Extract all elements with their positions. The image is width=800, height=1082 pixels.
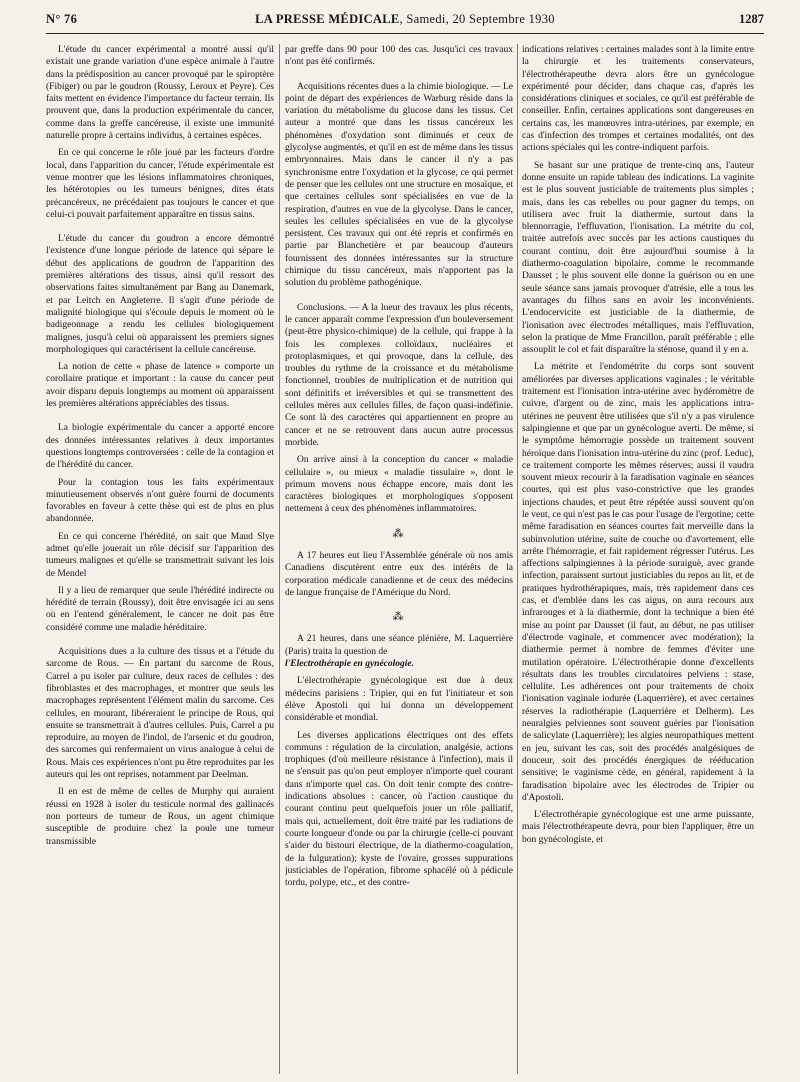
journal-title: LA PRESSE MÉDICALE: [255, 12, 400, 26]
column-divider: [517, 44, 518, 1074]
page-header: [46, 8, 764, 34]
paragraph: A 17 heures eut lieu l'Assemblée générale où nos amis Canadiens discutèrent entre eux des intérêts de la corporation médicale canadienne et de ceux des médecins de langue française de l'Amérique du Nord.: [285, 550, 513, 598]
masthead: [46, 12, 764, 27]
paragraph: Se basant sur une pratique de trente-cinq ans, l'auteur donne ensuite un rapide tableau des indications. La vaginite est le plus souvent justiciable de traitements plus simples ; mais, dans les cas rebelles ou pour gagner du temps, on utilisera avec fruit la diathermie, surtout dans la blennorragie, l'effluvation, l'ionisation. La métrite du col, traitée autrefois avec succès par les actions caustiques du courant continu, doit être aujourd'hui soumise à la diathermo-coagulation bipolaire, comme le recommande Dausset ; le plus souvent elle donne la guérison ou en une seule séance sans jamais provoquer d'atrésie, elle a tous les avantages du filhos sans en avoir les inconvénients. L'endocervicite est justiciable de la diathermie, de l'ionisation avec électrodes métalliques, mais l'effluvation, selon la pratique de Mme Francillon, paraît préférable ; elle assouplit le col et fait disparaître la sténose, quand il y en a.: [522, 160, 754, 356]
paragraph: La biologie expérimentale du cancer a apporté encore des données intéressantes relatives à deux importantes questions longtemps controversées : celle de la contagion et de l'hérédité du cancer.: [46, 423, 274, 471]
lecture-title: l'Electrothérapie en gynécologie.: [285, 659, 415, 670]
paragraph: Pour la contagion tous les faits expérimentaux minutieusement observés n'ont guère fourni de documents favorables en faveur à cette thèse qui est de plus en plus abandonnée.: [46, 477, 274, 525]
section-paragraph: Acquisitions récentes dues a la chimie biologique. — Le point de départ des expériences de Warburg réside dans la variation du métabolisme du glucose dans les tissus. Cet auteur a montré que dans les tissus cancéreux les phénomènes d'oxydation sont diminués et ceux de glycolyse augmentés, et qu'il en est de même dans les tissus embryonnaires. Mais dans le cancer il n'y a pas synchronisme entre l'oxydation et la glycose, ce qui permet de penser que les cellules ont une structure en mosaïque, et que certaines cellules sont spécialisées en vue de la respiration, d'autres en vue de la glycolyse. Dans le cancer, seules les cellules spécialisées en vue de la glycolyse persistent. Ces travaux qui ont été repris et confirmés en partie par Blanchetière et par beaucoup d'auteurs fournissent des données intéressantes sur la structure chimique du tissu cancéreux, mais n'apportent pas la solution du problème pathogénique.: [285, 81, 513, 289]
paragraph: Il y a lieu de remarquer que seule l'hérédité indirecte ou hérédité de terrain (Roussy), doit être envisagée ici au sens où en l'entend généralement, le cancer ne doit pas être considéré comme une maladie héréditaire.: [46, 585, 274, 633]
paragraph: On arrive ainsi à la conception du cancer « maladie cellulaire », ou mieux « maladie tissulaire », dont le primum movens nous échappe encore, mais dont les caractères biologiques et morphologiques s'opposent nettement à ceux des phénomènes inflammatoires.: [285, 455, 513, 515]
paragraph: L'électrothérapie gynécologique est une arme puissante, mais l'électrothérapeute devra, pour bien l'appliquer, être un bon gynécologiste, et: [522, 810, 754, 845]
section-paragraph: Acquisitions dues a la culture des tissus et a l'étude du sarcome de Rous. — En partant du sarcome de Rous, Carrel a pu isoler par culture, deux races de cellules : des fibroblastes et des macrophages, et montrer que seuls les macrophages représentent l'élément malin du sarcome. Ces cellules, en mourant, libéreraient le principe de Rous, qui ensuite se transmettrait à d'autres cellules. Puis, Carrel a pu reproduire, au moyen de l'indol, de l'arsenic et du goudron, des sarcomes qui renfermaient un virus analogue à celui de Rous. Mais ces expériences n'ont pu être reproduites par les auteurs qui les ont reprises, notamment par Deelman.: [46, 647, 274, 781]
header-rule: [46, 33, 764, 34]
text-column-3: [522, 44, 754, 1074]
text-column-1: [46, 44, 274, 1074]
issue-date: , Samedi, 20 Septembre 1930: [399, 12, 555, 26]
section-separator: ⁂: [392, 611, 406, 624]
paragraph: par greffe dans 90 pour 100 des cas. Jusqu'ici ces travaux n'ont pas été confirmés.: [285, 45, 513, 68]
section-separator: ⁂: [392, 527, 406, 540]
paragraph: L'étude du cancer du goudron a encore démontré l'existence d'une longue période de latence qui sépare le début des applications de goudron de l'apparition des premières altérations des tissus, ainsi qu'il ressort des observations faites simultanément par Bang au Danemark, et par Leitch en Angleterre. Il s'agit d'une période de malignité biologique qui s'écoule depuis le moment où le badigeonnage a rendu les cellules biologiquement malignes, jusqu'à celui où apparaissent les premiers signes morphologiques qui caractérisent la cellule cancéreuse.: [46, 234, 274, 355]
paragraph: La notion de cette « phase de latence » comporte un corollaire pratique et important : la cause du cancer peut avoir disparu depuis longtemps au moment où apparaissent les premières altérations appréciables des tissus.: [46, 362, 274, 410]
issue-number: N° 76: [46, 12, 78, 26]
paragraph: indications relatives : certaines malades sont à la limite entre la chirurgie et les traitements conservateurs, l'électrothérapeuthe devra alors être un gynécologue expérimenté pour décider, dans chaque cas, d'après les considérations cliniques et sociales, ce qu'il est préférable de conseiller. Enfin, certaines applications sont dangereuses en certains cas, les manœuvres intra-utérines, par exemple, en cas d'infection des trompes et certaines modalités, ont des actions spéciales qui les contre-indiquent parfois.: [522, 45, 754, 154]
paragraph: L'électrothérapie gynécologique est due à deux médecins parisiens : Tripier, qui en fut l'initiateur et son élève Apostoli qui lui donna un développement considérable et mondial.: [285, 676, 513, 724]
paragraph: A 21 heures, dans une séance plénière, M. Laquerrière (Paris) traita la question de: [285, 634, 513, 657]
paragraph: L'étude du cancer expérimental a montré aussi qu'il existait une grande variation d'une espèce animale à l'autre dans la prédisposition au cancer provoqué par le spiroptère (Fibiger) ou par le goudron (Roussy, Leroux et Peyre). Ces faits mettent en évidence l'importance du facteur terrain. Ils prouvent que, dans la production expérimentale du cancer, comme dans la greffe cancéreuse, il existe une immunité naturelle propre à certains individus, à certaines espèces.: [46, 45, 274, 142]
paragraph: Les diverses applications électriques ont des effets communs : régulation de la circulation, analgésie, actions trophiques (d'où meilleure résistance à l'infection), mais il ne s'ensuit pas qu'on peut employer n'importe quel courant dans n'importe quel cas. On doit tenir compte des contre-indications absolues : cancer, où l'action caustique du courant continu peut quelquefois jouer un rôle palliatif, mais qui, actuellement, doit être traité par les radiations de courte longueur d'onde ou par la chirurgie (celle-ci pouvant s'aider du bistouri électrique, de la diathermo-coagulation, de la fulguration); kyste de l'ovaire, grosses suppurations justiciables de l'opération, fibrome sphacélé où à pédicule tordu, polype, etc., et des contre-: [285, 730, 513, 889]
column-divider: [279, 44, 280, 1074]
page-number: 1287: [739, 12, 764, 26]
paragraph: En ce qui concerne le rôle joué par les facteurs d'ordre local, dans l'apparition du cancer, l'étude expérimentale est venue montrer que les lésions inflammatoires chroniques, les hétérotopies ou les tumeurs bénignes, dites états précancéreux, ne précédaient pas toujours le cancer et que celui-ci pouvait parfaitement apparaître en tissus sains.: [46, 148, 274, 220]
paragraph: En ce qui concerne l'hérédité, on sait que Maud Slye admet qu'elle jouerait un rôle décisif sur l'apparition des tumeurs malignes et qu'elle se transmettrait suivant les lois de Mendel: [46, 531, 274, 579]
paragraph: Il en est de même de celles de Murphy qui auraient réussi en 1928 à isoler du testicule normal des gallinacés non porteurs de tumeur de Rous, un agent chimique susceptible de produire chez la poule une tumeur transmissible: [46, 787, 274, 847]
paragraph: La métrite et l'endométrite du corps sont souvent améliorées par diverses applications vaginales ; le véritable traitement est l'ionisation intra-utérine avec hydéromètre de cuivre, d'argent ou de zinc, mais les applications intra-utérines ne peuvent être utilisées que s'il n'y a pas virulence salpingienne et que par un gynécologue averti. De même, si le symptôme hémorragie possède un traitement souvent héroïque dans l'ionisation intra-utérine du zinc (prof. Leduc), ce traitement comporte les mêmes réserves; aussi il vaudra souvent mieux recourir à la faradisation vaginale en séances courtes, qui est plus vaso-constrictive que les grandes injections chaudes, et peut être répétée aussi souvent qu'on le veut, ce qui n'est pas le cas pour l'usage de l'ergotine; cette même faradisation en séances courtes fait merveille dans la subinvolution utérine, suite de couche ou d'avortement, elle arrête l'hémorragie, et fait rapidement régresser l'utérus. Les affections salpingiennes à la période suraiguë, avec grande infection, paraissent surtout justiciables du repos au lit, et de pratiques hydrothérapiques, mais, très rapidement dans ces cas, et d'emblée dans les cas aigus, on aura recours aux infrarouges et à la diathermie, dont la technique a bien été mise au point par Dausset (il faut, au début, ne pas utiliser d'électrode vaginale, et commencer avec modération); la diathermie permet à nombre de femmes d'éviter une mutilation opératoire. L'électrothérapie donne d'excellents résultats dans les troubles circulatoires pelviens : stase, cellulite. Les adhérences ont pour traitements de choix l'ionisation vaginale iodurée (Laquerrière), et avec certaines réserves la radiothérapie (Laquerrière et Delherm). Les neuralgies pelviennes sont souvent guéries par l'ionisation de salicylate (Laquerrière); les algies neuropathiques mettent en jeu, suivant les cas, soit des procédés analgésiques de douceur, soit des procédés énergiques de rééducation sensitive; le vaginisme cède, en général, rapidement à la faradisation bipolaire avec les électrodes de Tripier ou d'Apostoli.: [522, 362, 754, 803]
text-column-2: [285, 44, 513, 1074]
section-paragraph: Conclusions. — A la lueur des travaux les plus récents, le cancer apparaît comme l'expression d'un bouleversement (peut-être physico-chimique) de la cellule, qui frappe à la fois les complexes colloïdaux, nucléaires et protoplasmiques, et qui provoque, dans la cellule, des troubles du rythme de la croissance et du métabolisme fonctionnel, troubles de multiplication et de nutrition qui sont définitifs et irréversibles et qui se transmettent des cellules mères aux cellules filles, de façon quasi-indéfinie. Ce sont là des caractères qui appartiennent en propre au cancer et ne se retrouvent dans aucun autre processus morbide.: [285, 302, 513, 448]
